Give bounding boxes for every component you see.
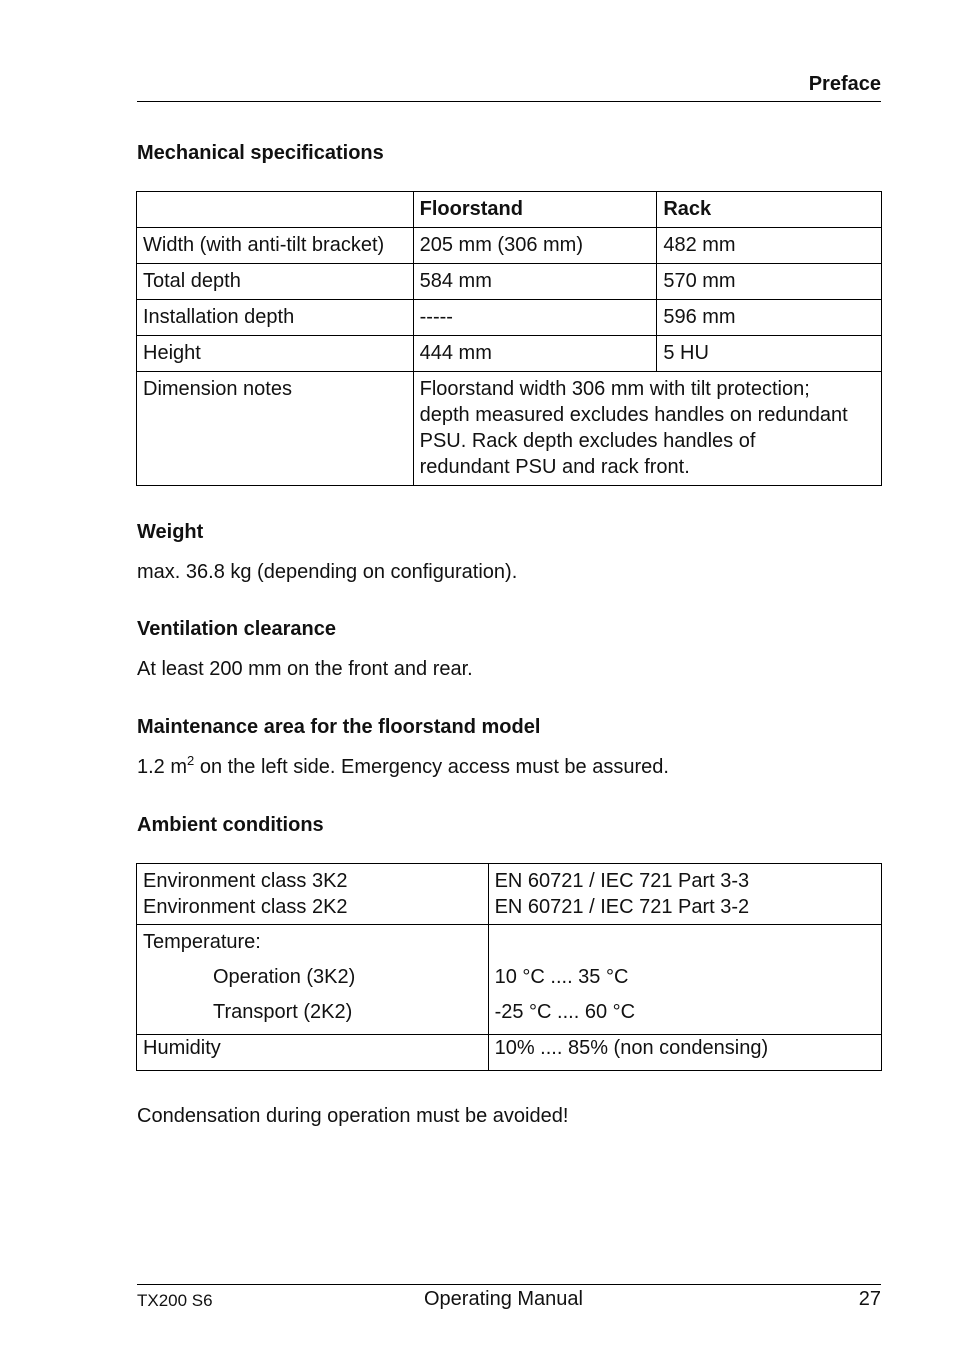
table-row [137, 336, 882, 372]
table-row [137, 1035, 882, 1071]
transport-value: -25 °C .... 60 °C [494, 1001, 636, 1023]
dimension-notes-label: Dimension notes [137, 372, 414, 486]
environment-class-line: Environment class 2K2 [143, 896, 348, 918]
superscript-exponent: 2 [187, 753, 195, 768]
table-header-floorstand: Floorstand [413, 192, 657, 228]
dimension-notes-row [137, 372, 882, 486]
table-header-row [137, 192, 882, 228]
temperature-label-cell [137, 925, 489, 1035]
running-header-title: Preface [808, 73, 881, 95]
humidity-label: Humidity [137, 1035, 489, 1071]
header-rule [137, 101, 881, 102]
temperature-label: Temperature: [143, 931, 261, 953]
table-header-rack: Rack [657, 192, 882, 228]
weight-text: max. 36.8 kg (depending on configuration). [137, 561, 518, 583]
dimension-notes-line: Floorstand width 306 mm with tilt protection; [419, 378, 810, 400]
footer-document-title: Operating Manual [424, 1288, 583, 1310]
footer-product-name: TX200 S6 [137, 1291, 213, 1310]
transport-label: Transport (2K2) [213, 1001, 353, 1023]
ventilation-clearance-text: At least 200 mm on the front and rear. [137, 658, 473, 680]
table-cell: 570 mm [657, 264, 882, 300]
mechanical-specifications-heading: Mechanical specifications [137, 142, 384, 164]
table-cell: Width (with anti-tilt bracket) [137, 228, 414, 264]
table-row [137, 300, 882, 336]
temperature-value-cell [488, 925, 881, 1035]
table-cell: Installation depth [137, 300, 414, 336]
table-row [137, 228, 882, 264]
environment-standard-line: EN 60721 / IEC 721 Part 3-2 [494, 896, 750, 918]
table-cell: 596 mm [657, 300, 882, 336]
table-row [137, 264, 882, 300]
environment-class-cell [137, 864, 489, 925]
footer-rule [137, 1284, 881, 1285]
environment-standard-cell [488, 864, 881, 925]
maintenance-area-text [137, 753, 669, 779]
table-cell: 482 mm [657, 228, 882, 264]
table-cell: Height [137, 336, 414, 372]
dimension-notes-line: depth measured excludes handles on redundant [419, 404, 848, 426]
table-cell: 5 HU [657, 336, 882, 372]
ventilation-clearance-heading: Ventilation clearance [137, 618, 336, 640]
humidity-value: 10% .... 85% (non condensing) [488, 1035, 881, 1071]
weight-heading: Weight [137, 521, 204, 543]
table-cell: 444 mm [413, 336, 657, 372]
table-cell: ----- [413, 300, 657, 336]
mechanical-specifications-table [136, 191, 882, 486]
environment-standard-line: EN 60721 / IEC 721 Part 3-3 [494, 870, 750, 892]
table-row [137, 925, 882, 1035]
table-cell: Total depth [137, 264, 414, 300]
ambient-conditions-table [136, 863, 882, 1071]
page-number: 27 [858, 1288, 881, 1310]
dimension-notes-text [413, 372, 881, 486]
table-header-cell [137, 192, 414, 228]
maintenance-area-heading: Maintenance area for the floorstand model [137, 716, 541, 738]
maintenance-area-description: on the left side. Emergency access must be assured. [194, 756, 669, 778]
operation-value: 10 °C .... 35 °C [494, 966, 629, 988]
temperature-spacer [495, 929, 875, 964]
ambient-conditions-heading: Ambient conditions [137, 814, 324, 836]
dimension-notes-line: redundant PSU and rack front. [419, 456, 690, 478]
table-cell: 205 mm (306 mm) [413, 228, 657, 264]
table-cell: 584 mm [413, 264, 657, 300]
environment-class-line: Environment class 3K2 [143, 870, 348, 892]
maintenance-area-value: 1.2 m [137, 756, 188, 778]
condensation-note: Condensation during operation must be avoided! [137, 1105, 569, 1127]
operation-label: Operation (3K2) [213, 966, 356, 988]
dimension-notes-line: PSU. Rack depth excludes handles of [419, 430, 756, 452]
table-row [137, 864, 882, 925]
